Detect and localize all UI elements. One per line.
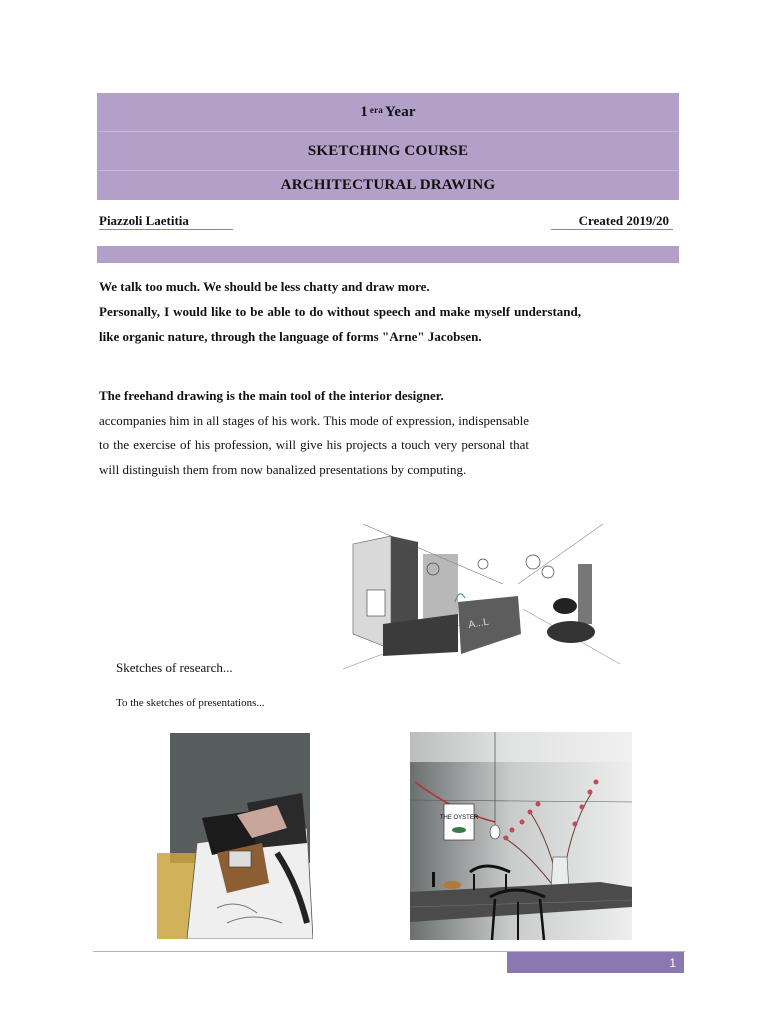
created-underline (551, 229, 673, 230)
lobby-sketch-image (343, 524, 620, 672)
year-superscript: era (369, 105, 383, 115)
year-word: Year (385, 103, 416, 120)
lead-title: The freehand drawing is the main tool of the interior designer. (99, 388, 444, 403)
caption-presentation: To the sketches of presentations... (116, 697, 265, 709)
bedroom-sketch-image (157, 733, 313, 939)
header-year (97, 93, 679, 132)
lead-block (99, 384, 529, 482)
caption-research: Sketches of research... (116, 660, 233, 675)
oyster-sign-text: THE OYSTER (439, 815, 479, 821)
author-underline (99, 229, 233, 230)
author-row (99, 213, 679, 231)
lobby-sign-text: A...L (467, 616, 490, 631)
quote-block (99, 274, 581, 349)
header-band (97, 93, 679, 200)
oyster-sketch-image (410, 732, 632, 940)
header-subject: ARCHITECTURAL DRAWING (280, 177, 496, 193)
created-date: Created 2019/20 (578, 213, 669, 228)
year-number: 1 (360, 103, 368, 120)
lead-body: accompanies him in all stages of his work. This mode of expression, indispensable to the exercise of his profession, will give his projects a touch very personal that will distinguish them from now banalized presentations by computing. (99, 412, 529, 477)
header-course: SKETCHING COURSE (97, 132, 679, 171)
page-number: 1 (507, 952, 684, 973)
quote-line-1: We talk too much. We should be less chatty and draw more. (99, 279, 430, 294)
quote-line-2: Personally, I would like to be able to do without speech and make myself understand, like organic nature, through the language of forms "Arne" Jacobsen. (99, 304, 581, 344)
divider-band (97, 246, 679, 263)
author-name: Piazzoli Laetitia (99, 213, 189, 228)
